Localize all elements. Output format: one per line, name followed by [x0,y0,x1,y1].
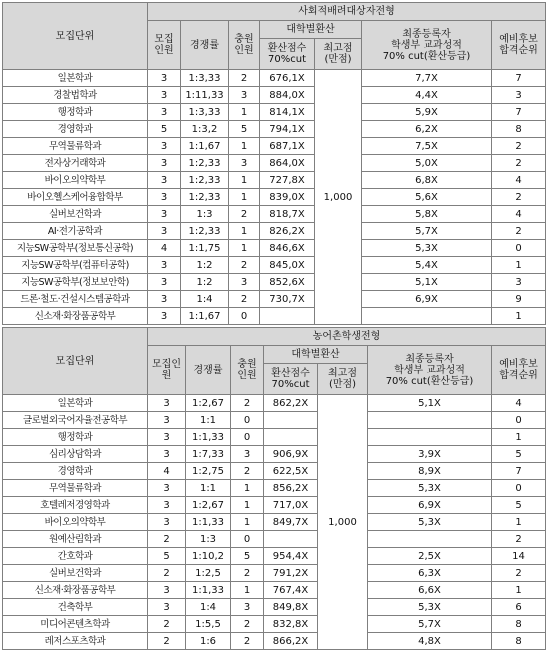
cell-quota: 4 [148,463,186,480]
cell-quota: 2 [148,633,186,650]
cell-unit: 행정학과 [3,429,148,446]
cell-unit: 무역물류학과 [3,138,148,155]
cell-quota: 3 [148,87,181,104]
cell-waitlist: 2 [492,138,546,155]
cell-final-grade: 5,7X [368,616,492,633]
cell-fill: 0 [231,412,264,429]
cell-ratio: 1:4 [181,291,229,308]
table-title: 농어촌학생전형 [148,328,546,346]
cell-converted-score: 862,2X [264,395,318,412]
cell-quota: 3 [148,308,181,325]
table-row [3,446,546,463]
header-waitlist: 예비후보 합격순위 [492,21,546,70]
cell-final-grade: 3,9X [368,446,492,463]
cell-final-grade: 5,3X [368,514,492,531]
cell-final-grade: 5,1X [362,274,492,291]
header-converted-score: 환산점수 70%cut [264,364,318,395]
cell-waitlist: 4 [492,395,546,412]
cell-ratio: 1:7,33 [186,446,231,463]
cell-ratio: 1:11,33 [181,87,229,104]
cell-converted-score: 832,8X [264,616,318,633]
cell-unit: 경영학과 [3,121,148,138]
cell-quota: 3 [148,138,181,155]
cell-waitlist: 7 [492,70,546,87]
cell-quota: 2 [148,616,186,633]
cell-waitlist: 1 [492,582,546,599]
cell-final-grade [368,531,492,548]
cell-quota: 3 [148,291,181,308]
table-title: 사회적배려대상자전형 [148,3,546,21]
cell-fill: 3 [229,155,260,172]
table-row [3,616,546,633]
header-fill: 충원 인원 [231,346,264,395]
cell-quota: 3 [148,446,186,463]
cell-waitlist: 8 [492,121,546,138]
table-row [3,514,546,531]
cell-unit: 지능SW공학부(정보보안학) [3,274,148,291]
cell-unit: 실버보건학과 [3,206,148,223]
cell-fill: 0 [231,429,264,446]
cell-converted-score: 818,7X [260,206,315,223]
cell-unit: 일본학과 [3,395,148,412]
table-row [3,531,546,548]
cell-ratio: 1:5,5 [186,616,231,633]
header-waitlist: 예비후보 합격순위 [492,346,546,395]
cell-ratio: 1:1,33 [186,429,231,446]
cell-converted-score: 906,9X [264,446,318,463]
cell-final-grade: 6,8X [362,172,492,189]
cell-quota: 3 [148,480,186,497]
cell-quota: 3 [148,599,186,616]
cell-final-grade: 6,2X [362,121,492,138]
cell-quota: 5 [148,121,181,138]
cell-final-grade: 6,9X [362,291,492,308]
cell-ratio: 1:1,67 [181,308,229,325]
cell-ratio: 1:10,2 [186,548,231,565]
cell-unit: 간호학과 [3,548,148,565]
cell-ratio: 1:1 [186,412,231,429]
cell-waitlist: 1 [492,514,546,531]
cell-waitlist: 14 [492,548,546,565]
cell-final-grade: 5,3X [368,599,492,616]
cell-quota: 3 [148,429,186,446]
cell-quota: 3 [148,582,186,599]
cell-final-grade: 5,6X [362,189,492,206]
cell-waitlist: 0 [492,240,546,257]
table-row [3,121,546,138]
table-row [3,308,546,325]
table-row [3,565,546,582]
cell-quota: 2 [148,565,186,582]
cell-ratio: 1:2 [181,257,229,274]
cell-ratio: 1:3 [186,531,231,548]
cell-ratio: 1:2,67 [186,395,231,412]
cell-quota: 3 [148,70,181,87]
cell-fill: 1 [229,223,260,240]
cell-waitlist: 7 [492,463,546,480]
cell-ratio: 1:2,33 [181,155,229,172]
cell-converted-score: 849,7X [264,514,318,531]
header-ratio: 경쟁률 [181,21,229,70]
header-univ-score: 대학별환산 [264,346,368,364]
cell-converted-score: 791,2X [264,565,318,582]
cell-quota: 3 [148,206,181,223]
cell-quota: 3 [148,274,181,291]
cell-quota: 3 [148,395,186,412]
header-max-score: 최고점 (만점) [318,364,368,395]
cell-waitlist: 0 [492,480,546,497]
cell-quota: 3 [148,257,181,274]
cell-converted-score: 767,4X [264,582,318,599]
cell-final-grade: 2,5X [368,548,492,565]
cell-waitlist: 2 [492,565,546,582]
cell-converted-score [264,412,318,429]
cell-waitlist: 4 [492,172,546,189]
cell-ratio: 1:3,33 [181,104,229,121]
cell-fill: 5 [229,121,260,138]
table-row [3,223,546,240]
cell-ratio: 1:2,67 [186,497,231,514]
table-row [3,633,546,650]
cell-unit: 신소재·화장품공학부 [3,308,148,325]
table-row [3,599,546,616]
table-row [3,206,546,223]
cell-unit: 일본학과 [3,70,148,87]
cell-quota: 3 [148,189,181,206]
cell-ratio: 1:6 [186,633,231,650]
table-row [3,155,546,172]
table-row [3,138,546,155]
cell-ratio: 1:1,33 [186,582,231,599]
cell-final-grade: 5,3X [368,480,492,497]
header-ratio: 경쟁률 [186,346,231,395]
cell-waitlist: 5 [492,446,546,463]
table-row [3,429,546,446]
cell-fill: 2 [231,633,264,650]
cell-unit: 행정학과 [3,104,148,121]
cell-max-score: 1,000 [318,395,368,650]
cell-final-grade [362,308,492,325]
cell-converted-score: 622,5X [264,463,318,480]
cell-waitlist: 2 [492,155,546,172]
table-row [3,87,546,104]
cell-final-grade: 5,8X [362,206,492,223]
cell-final-grade: 6,6X [368,582,492,599]
table-row [3,240,546,257]
cell-final-grade: 5,7X [362,223,492,240]
cell-converted-score [264,429,318,446]
cell-converted-score: 864,0X [260,155,315,172]
cell-final-grade: 6,3X [368,565,492,582]
table-row [3,172,546,189]
cell-unit: 신소재·화장품공학부 [3,582,148,599]
cell-waitlist: 1 [492,308,546,325]
cell-ratio: 1:1,67 [181,138,229,155]
cell-fill: 3 [229,274,260,291]
cell-fill: 2 [229,206,260,223]
cell-unit: 지능SW공학부(컴퓨터공학) [3,257,148,274]
cell-converted-score: 826,2X [260,223,315,240]
table-row [3,257,546,274]
cell-ratio: 1:1,75 [181,240,229,257]
table-row [3,274,546,291]
table-row [3,548,546,565]
table-row [3,582,546,599]
header-quota: 모집인 원 [148,346,186,395]
cell-fill: 3 [231,446,264,463]
cell-final-grade: 5,9X [362,104,492,121]
cell-waitlist: 4 [492,206,546,223]
cell-converted-score [264,531,318,548]
cell-converted-score: 845,0X [260,257,315,274]
cell-unit: 바이오헬스케어융합학부 [3,189,148,206]
table-row [3,70,546,87]
table-body [3,70,546,325]
cell-max-score: 1,000 [315,70,362,325]
cell-quota: 3 [148,497,186,514]
cell-waitlist: 0 [492,412,546,429]
cell-ratio: 1:3,33 [181,70,229,87]
cell-quota: 3 [148,104,181,121]
cell-converted-score: 717,0X [264,497,318,514]
table-body [3,395,546,650]
cell-fill: 1 [231,514,264,531]
cell-ratio: 1:3 [181,206,229,223]
cell-converted-score: 849,8X [264,599,318,616]
cell-ratio: 1:2,75 [186,463,231,480]
header-unit: 모집단위 [3,328,148,395]
cell-fill: 1 [229,138,260,155]
header-fill: 충원 인원 [229,21,260,70]
cell-fill: 5 [231,548,264,565]
cell-converted-score: 676,1X [260,70,315,87]
cell-unit: 레저스포츠학과 [3,633,148,650]
cell-unit: 호텔레저경영학과 [3,497,148,514]
cell-fill: 2 [229,291,260,308]
cell-fill: 1 [231,480,264,497]
table-row [3,412,546,429]
cell-ratio: 1:2,33 [181,189,229,206]
cell-ratio: 1:1 [186,480,231,497]
cell-quota: 3 [148,514,186,531]
table-row [3,189,546,206]
cell-converted-score: 852,6X [260,274,315,291]
cell-fill: 3 [229,87,260,104]
cell-fill: 1 [231,582,264,599]
cell-waitlist: 3 [492,274,546,291]
cell-quota: 3 [148,155,181,172]
cell-unit: 경영학과 [3,463,148,480]
cell-unit: 바이오의약학부 [3,172,148,189]
cell-ratio: 1:1,33 [186,514,231,531]
cell-final-grade [368,429,492,446]
cell-converted-score: 794,1X [260,121,315,138]
cell-ratio: 1:4 [186,599,231,616]
cell-final-grade: 4,8X [368,633,492,650]
cell-ratio: 1:2,5 [186,565,231,582]
cell-unit: 지능SW공학부(정보통신공학) [3,240,148,257]
cell-unit: 드론·철도·건설시스템공학과 [3,291,148,308]
cell-ratio: 1:3,2 [181,121,229,138]
cell-fill: 2 [231,463,264,480]
cell-converted-score: 839,0X [260,189,315,206]
table-row [3,395,546,412]
cell-converted-score: 730,7X [260,291,315,308]
cell-unit: 바이오의약학부 [3,514,148,531]
admission-table-rural [2,327,546,650]
cell-quota: 2 [148,531,186,548]
cell-waitlist: 2 [492,531,546,548]
cell-final-grade: 6,9X [368,497,492,514]
cell-final-grade: 7,5X [362,138,492,155]
table-row [3,104,546,121]
cell-waitlist: 5 [492,497,546,514]
cell-fill: 2 [231,395,264,412]
cell-ratio: 1:2,33 [181,172,229,189]
cell-fill: 2 [229,70,260,87]
cell-waitlist: 6 [492,599,546,616]
table-row [3,497,546,514]
cell-waitlist: 8 [492,633,546,650]
cell-final-grade: 5,0X [362,155,492,172]
cell-unit: 실버보건학과 [3,565,148,582]
cell-waitlist: 2 [492,223,546,240]
cell-converted-score [260,308,315,325]
cell-fill: 1 [229,189,260,206]
cell-fill: 1 [229,240,260,257]
cell-fill: 1 [229,104,260,121]
cell-fill: 2 [231,616,264,633]
cell-converted-score: 884,0X [260,87,315,104]
cell-quota: 3 [148,172,181,189]
admission-table-social [2,2,546,325]
cell-final-grade: 5,4X [362,257,492,274]
cell-converted-score: 846,6X [260,240,315,257]
cell-unit: 심리상담학과 [3,446,148,463]
cell-waitlist: 2 [492,189,546,206]
cell-converted-score: 866,2X [264,633,318,650]
cell-unit: 원예산림학과 [3,531,148,548]
cell-waitlist: 1 [492,429,546,446]
cell-fill: 0 [231,531,264,548]
cell-converted-score: 814,1X [260,104,315,121]
header-final-grade: 최종등록자 학생부 교과성적 70% cut(환산등급) [368,346,492,395]
cell-waitlist: 7 [492,104,546,121]
cell-final-grade: 7,7X [362,70,492,87]
cell-ratio: 1:2 [181,274,229,291]
table-row [3,291,546,308]
cell-fill: 0 [229,308,260,325]
header-final-grade: 최종등록자 학생부 교과성적 70% cut(환산등급) [362,21,492,70]
cell-converted-score: 727,8X [260,172,315,189]
header-quota: 모집 인원 [148,21,181,70]
cell-unit: 글로벌외국어자율전공학부 [3,412,148,429]
cell-final-grade: 5,1X [368,395,492,412]
cell-final-grade: 8,9X [368,463,492,480]
cell-converted-score: 954,4X [264,548,318,565]
cell-final-grade: 5,3X [362,240,492,257]
cell-quota: 4 [148,240,181,257]
cell-fill: 1 [231,497,264,514]
cell-quota: 5 [148,548,186,565]
header-max-score: 최고점 (만점) [315,39,362,70]
cell-converted-score: 687,1X [260,138,315,155]
cell-converted-score: 856,2X [264,480,318,497]
cell-unit: 무역물류학과 [3,480,148,497]
table-row [3,463,546,480]
header-univ-score: 대학별환산 [260,21,362,39]
cell-quota: 3 [148,223,181,240]
cell-ratio: 1:2,33 [181,223,229,240]
cell-fill: 3 [231,599,264,616]
cell-fill: 1 [229,172,260,189]
cell-unit: 건축학부 [3,599,148,616]
cell-unit: 경찰법학과 [3,87,148,104]
header-converted-score: 환산점수 70%cut [260,39,315,70]
cell-waitlist: 3 [492,87,546,104]
cell-unit: 미디어콘텐츠학과 [3,616,148,633]
cell-fill: 2 [231,565,264,582]
cell-unit: AI·전기공학과 [3,223,148,240]
header-unit: 모집단위 [3,3,148,70]
cell-quota: 3 [148,412,186,429]
cell-final-grade [368,412,492,429]
cell-waitlist: 9 [492,291,546,308]
cell-waitlist: 8 [492,616,546,633]
cell-final-grade: 4,4X [362,87,492,104]
cell-fill: 2 [229,257,260,274]
table-row [3,480,546,497]
cell-unit: 전자상거래학과 [3,155,148,172]
cell-waitlist: 1 [492,257,546,274]
